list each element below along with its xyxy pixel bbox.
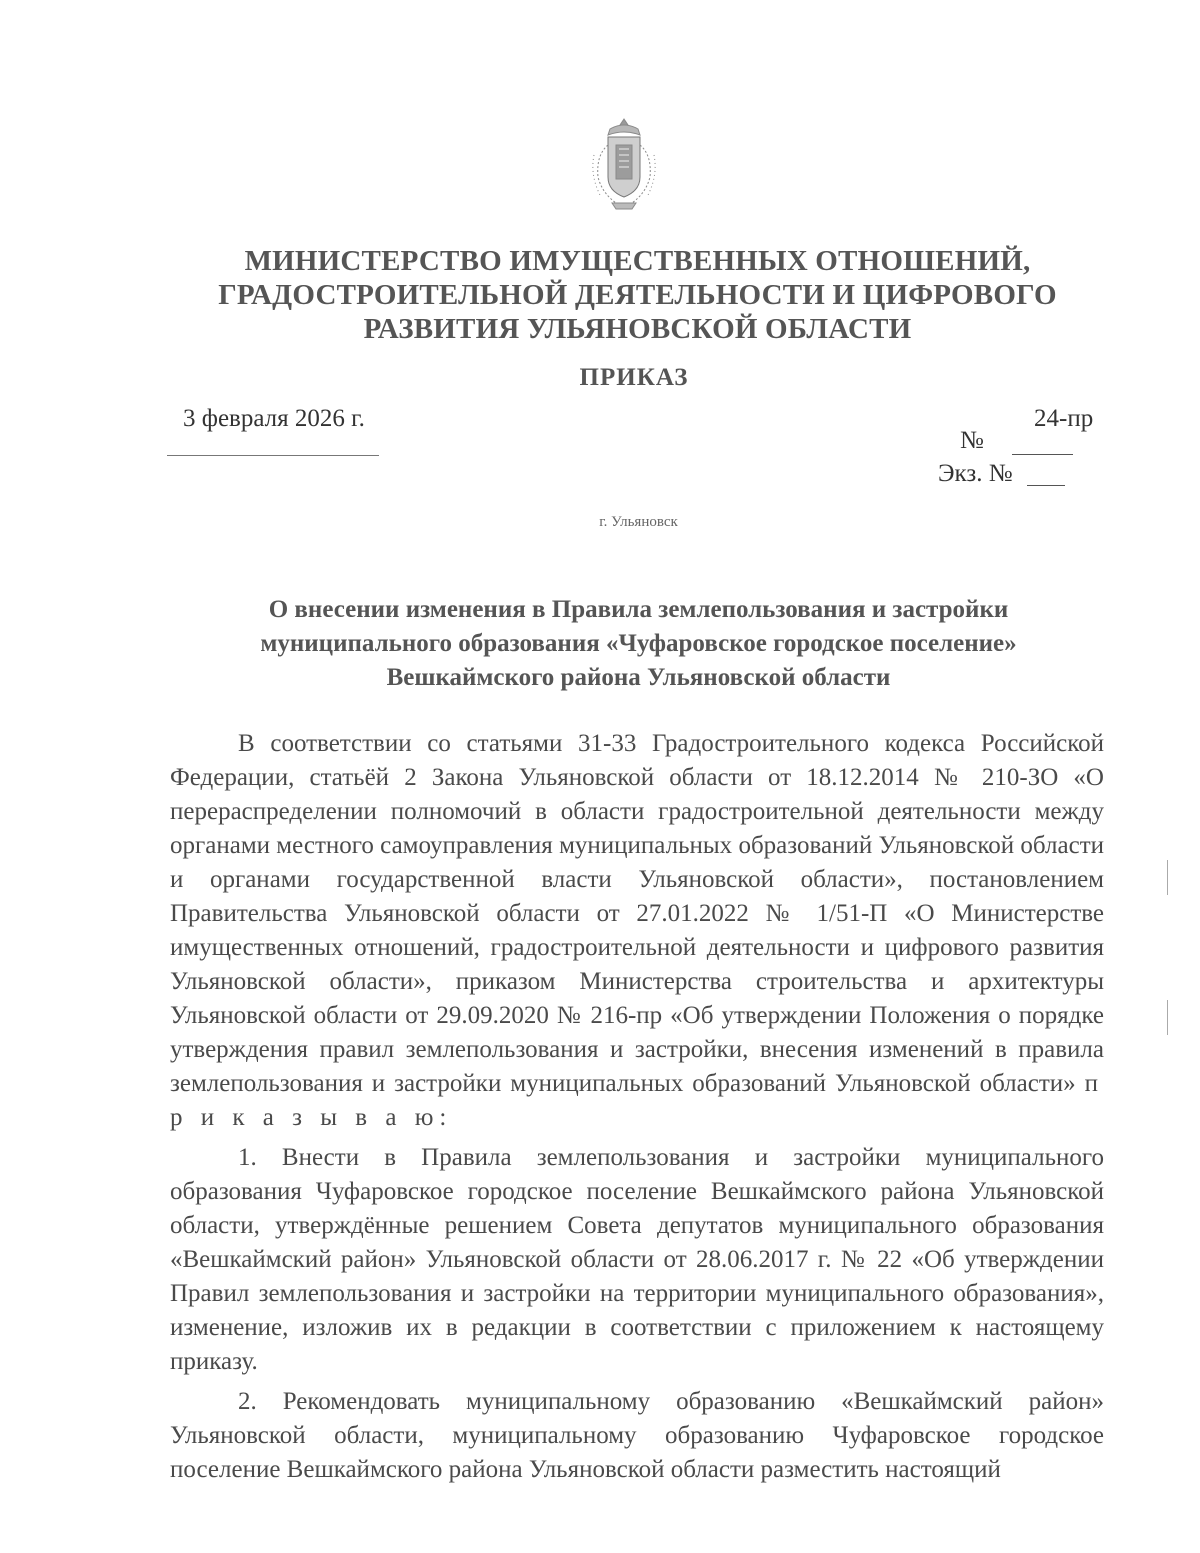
order-title-line-2: муниципального образования «Чуфаровское городское поселение»: [260, 630, 1017, 657]
number-underline: [1012, 454, 1073, 455]
scan-margin-mark: [1167, 860, 1168, 895]
order-number: 24-пр: [1034, 405, 1094, 432]
ministry-name-line-1: МИНИСТЕРСТВО ИМУЩЕСТВЕННЫХ ОТНОШЕНИЙ,: [244, 245, 1031, 277]
order-item-2: 2. Рекомендовать муниципальному образованию «Вешкаймский район» Ульяновской области, муниципальному образованию Чуфаровское городское поселение Вешкаймского района Ульяновской области разместить настоящий: [170, 1388, 1104, 1483]
order-item-1: 1. Внести в Правила землепользования и застройки муниципального образования Чуфаровское городское поселение Вешкаймского района Ульяновской области, утверждённые решением Совета депутатов муниципального образования «Вешкаймский район» Ульяновской области от 28.06.2017 г. № 22 «Об утверждении Правил землепользования и застройки на территории муниципального образования», изменение, изложив их в редакции в соответствии с приложением к настоящему приказу.: [170, 1144, 1104, 1375]
number-label: №: [960, 427, 984, 454]
city-label: г. Ульяновск: [599, 514, 678, 530]
coat-of-arms-emblem: [586, 115, 662, 213]
ministry-name-line-3: РАЗВИТИЯ УЛЬЯНОВСКОЙ ОБЛАСТИ: [363, 313, 912, 345]
copy-number-underline: [1027, 485, 1065, 486]
order-body: [170, 727, 1104, 1487]
ministry-name-line-2: ГРАДОСТРОИТЕЛЬНОЙ ДЕЯТЕЛЬНОСТИ И ЦИФРОВОГО: [218, 279, 1057, 311]
ministry-header: [0, 244, 1200, 346]
order-date: 3 февраля 2026 г.: [183, 405, 365, 432]
scan-margin-mark: [1167, 1000, 1168, 1035]
document-type: ПРИКАЗ: [579, 364, 689, 391]
order-title-line-3: Вешкаймского района Ульяновской области: [386, 664, 891, 691]
order-title-line-1: О внесении изменения в Правила землепользования и застройки: [268, 596, 1009, 623]
order-word: п р и к а з ы в а ю:: [170, 1070, 1104, 1131]
date-underline: [167, 455, 379, 456]
preamble-text: В соответствии со статьями 31-33 Градостроительного кодекса Российской Федерации, статьёй 2 Закона Ульяновской области от 18.12.2014 № 210-ЗО «О перераспределении полномочий в области градостроительной деятельности между органами местного самоуправления муниципальных образований Ульяновской области и органами государственной власти Ульяновской области», постановлением Правительства Ульяновской области от 27.01.2022 № 1/51-П «О Министерстве имущественных отношений, градостроительной деятельности и цифрового развития Ульяновской области», приказом Министерства строительства и архитектуры Ульяновской области от 29.09.2020 № 216-пр «Об утверждении Положения о порядке утверждения правил землепользования и застройки, внесения изменений в правила землепользования и застройки муниципальных образований Ульяновской области»: [170, 730, 1104, 1097]
order-title: [0, 593, 1200, 695]
copy-number-label: Экз. №: [938, 460, 1013, 487]
preamble-paragraph: [170, 727, 1104, 1135]
